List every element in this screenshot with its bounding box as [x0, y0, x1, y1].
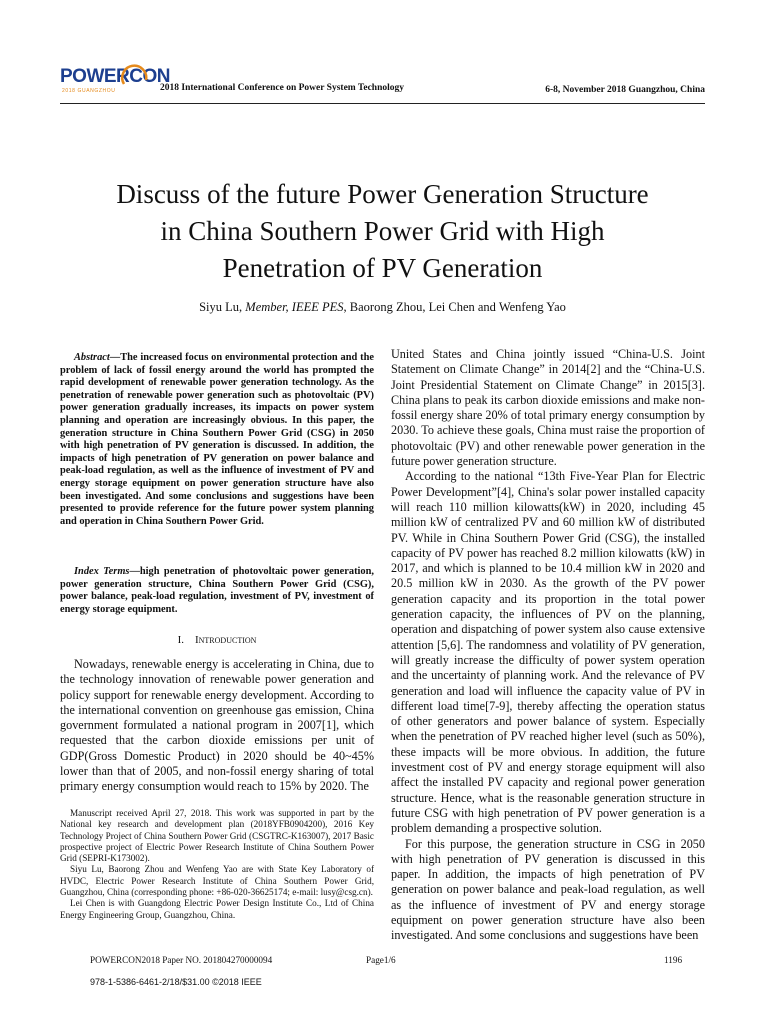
powercon-logo — [60, 64, 170, 100]
author-rest: , Baorong Zhou, Lei Chen and Wenfeng Yao — [343, 300, 566, 314]
section-number: I. — [177, 634, 184, 646]
abstract-label: Abstract — [74, 352, 110, 363]
logo-wordmark: POWERCON — [60, 66, 170, 87]
abstract-text: —The increased focus on environmental protection and the problem of lack of fossil energy around the world has prompted the rapid development of renewable power generation technology. As the penetration of renewable power generation such as photovoltaic (PV) power generation gradually increases, its impacts on power system planning and operation are increasingly obvious. In this paper, the generation structure in China Southern Power Grid (CSG) in 2050 with high penetration of PV generation is discussed. In addition, the impacts of high penetration of PV generation on power balance and peak-load regulation, as well as the influence of investment of PV and energy storage equipment on power generation structure have also been investigated. And some conclusions and suggestions have been presented to provide reference for the future power system planning and operation in China Southern Power Grid. — [60, 352, 374, 527]
intro-paragraph: Nowadays, renewable energy is accelerating in China, due to the technology innovation of renewable power generation and policy support for renewable energy development. According to the international convention on greenhouse gas emission, China government formulated a national program in 2007[1], which requested that the carbon dioxide emissions per unit of GDP(Gross Domestic Product) in 2020 should be 40~45% lower than that of 2005, and non-fossil energy sharing of total primary energy consumption would reach to 15% by 2020. The — [60, 657, 374, 794]
logo-sun-arc-icon — [120, 62, 150, 88]
logo-subtitle: 2018 GUANGZHOU — [62, 88, 116, 94]
author-membership: Member, IEEE PES — [245, 300, 344, 314]
paragraph: For this purpose, the generation structure in CSG in 2050 with high penetration of PV generation is discussed in this paper. In addition, the impacts of high penetration of PV generation on power balance and peak-load regulation, as well as the influence of investment of PV and energy storage equipment on power generation structure have also been investigated. And some conclusions and suggestions have been — [391, 836, 705, 943]
paragraph: United States and China jointly issued “China-U.S. Joint Statement on Climate Change” in 2014[2] and the “China-U.S. Joint Presidential Statement on Climate Change” in 2015[3]. China plans to peak its carbon dioxide emissions and make non-fossil energy share 20% of total primary energy consumption by 2030. To achieve these goals, China must raise the proportion of photovoltaic (PV) and other renewable power generation in the future power generation structure. — [391, 347, 705, 469]
footnote-affiliation: Siyu Lu, Baorong Zhou and Wenfeng Yao are with State Key Laboratory of HVDC, Electric Power Research Institute of China Southern Power Grid, Guangzhou, China (corresponding phone: +86-020-36625174; e-mail: lusy@csg.cn). — [60, 864, 374, 898]
isbn-copyright: 978-1-5386-6461-2/18/$31.00 ©2018 IEEE — [90, 977, 262, 987]
conference-name: 2018 International Conference on Power System Technology — [160, 83, 405, 93]
right-column — [391, 347, 705, 944]
page-indicator: Page1/6 — [366, 955, 396, 965]
conference-header — [60, 64, 705, 100]
footnote-affiliation: Lei Chen is with Guangdong Electric Power Design Institute Co., Ltd of China Energy Engineering Group, Guangzhou, China. — [60, 898, 374, 920]
author-first: Siyu Lu, — [199, 300, 246, 314]
index-terms-label: Index Terms — [74, 566, 130, 577]
title-line: Penetration of PV Generation — [222, 253, 543, 283]
footnotes — [60, 808, 374, 921]
conference-date-place: 6-8, November 2018 Guangzhou, China — [545, 85, 705, 95]
footnote-manuscript: Manuscript received April 27, 2018. This work was supported in part by the National key research and development plan (2018YFB0904200), 2016 Key Technology Project of China Southern Power Grid (CSGTRC-K163007), 2017 Basic prospective project of Electric Power Research Institute of China Southern Power Grid (SEPRI-K173002). — [60, 808, 374, 864]
author-list — [60, 300, 705, 315]
title-line: Discuss of the future Power Generation Structure — [116, 179, 649, 209]
header-rule — [60, 103, 705, 104]
title-line: in China Southern Power Grid with High — [160, 216, 605, 246]
paragraph: According to the national “13th Five-Year Plan for Electric Power Development”[4], China's solar power installed capacity will reach 110 million kilowatts(kW) in 2020, including 45 million kW of centralized PV and 60 million kW of distributed PV. While in China Southern Power Grid (CSG), the installed capacity of PV power has reached 8.2 million kilowatts (kW) in 2017, and which is planned to be 10.4 million kW in 2020 and 20.5 million kW in 2030. As the growth of the PV power generation capacity and its proportion in the total power generation capacity, the influences of PV on the planning, operation and dispatching of power system also cause extensive attention [5,6]. The randomness and volatility of PV generation, will greatly increase the difficulty of power system operation and the uncertainty of planning work. And the relevance of PV generation and load will influence the capacity value of PV in different load time[7-9], thereby affecting the operation status of other generators and power balance of system. Especially when the penetration of PV reached higher level (such as 50%), these impacts will be more obvious. In addition, the future investment cost of PV and energy storage equipment will also affect the installed PV capacity and regional power generation structure. Hence, what is the reasonable generation structure in future CSG with high penetration of PV power generation is a problem demanding a prospective solution. — [391, 469, 705, 836]
page-number: 1196 — [664, 955, 683, 965]
paper-title — [60, 176, 705, 287]
section-heading — [60, 634, 374, 646]
abstract — [60, 352, 374, 528]
index-terms — [60, 566, 374, 616]
paper-number: POWERCON2018 Paper NO. 201804270000094 — [90, 955, 273, 965]
section-name: Introduction — [194, 634, 257, 646]
index-terms-text: —high penetration of photovoltaic power generation, power generation structure, China Southern Power Grid (CSG), power balance, peak-load regulation, investment of PV, investment of energy storage equipment. — [60, 566, 374, 615]
